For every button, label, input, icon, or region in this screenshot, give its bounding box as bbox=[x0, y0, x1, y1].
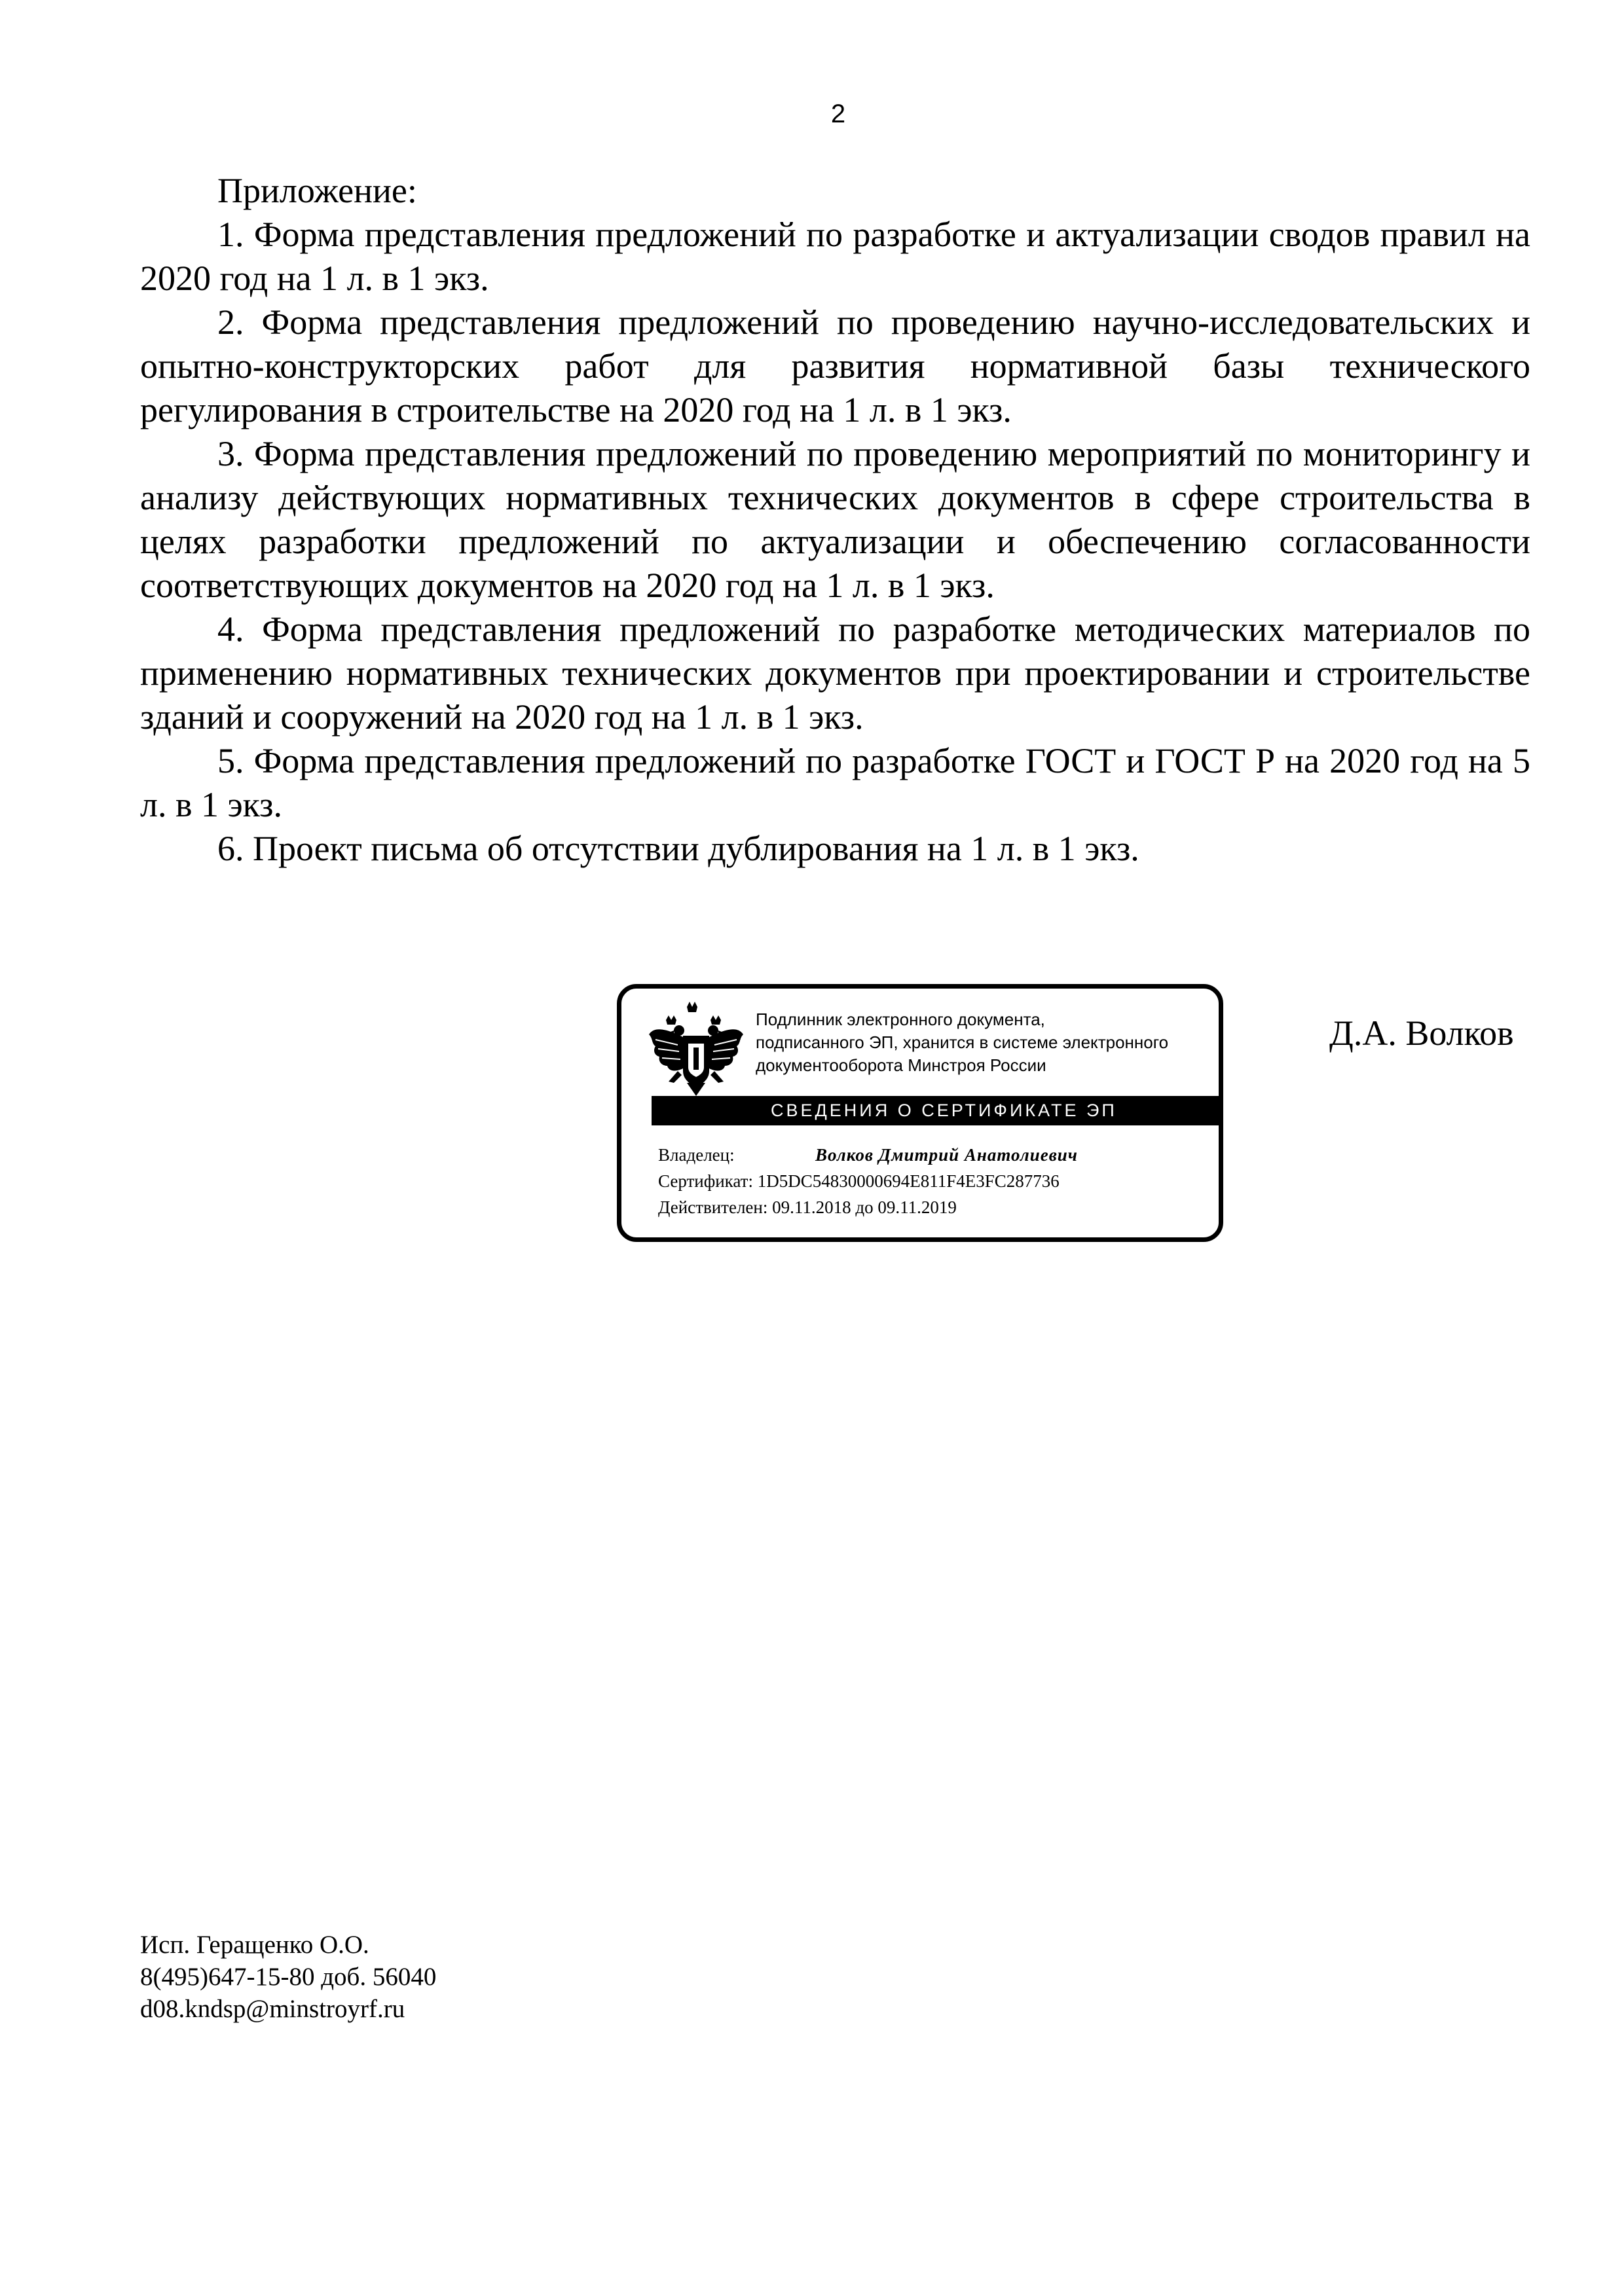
certificate-owner-label: Владелец: bbox=[658, 1145, 735, 1165]
annex-list bbox=[140, 169, 1530, 871]
stamp-note-line: подписанного ЭП, хранится в системе электронного bbox=[756, 1032, 1169, 1052]
annex-item: 1. Форма представления предложений по разработке и актуализации сводов правил на 2020 год на 1 л. в 1 экз. bbox=[140, 215, 1530, 298]
certificate-owner-value: Волков Дмитрий Анатолиевич bbox=[815, 1145, 1078, 1165]
annex-item: 3. Форма представления предложений по проведению мероприятий по мониторингу и анализу действующих нормативных технических документов в сфере строительства в целях разработки предложений по актуализации и обеспечению согласованности соответствующих документов на 2020 год на 1 л. в 1 экз. bbox=[140, 434, 1530, 605]
certificate-owner-row bbox=[658, 1143, 1078, 1167]
executor-phone: 8(495)647-15-80 доб. 56040 bbox=[140, 1963, 437, 1991]
annex-item: 5. Форма представления предложений по разработке ГОСТ и ГОСТ Р на 2020 год на 5 л. в 1 экз. bbox=[140, 741, 1530, 824]
page-number: 2 bbox=[830, 100, 846, 128]
certificate-info-band: СВЕДЕНИЯ О СЕРТИФИКАТЕ ЭП bbox=[652, 1096, 1220, 1125]
certificate-validity: Действителен: 09.11.2018 до 09.11.2019 bbox=[658, 1197, 957, 1217]
stamp-note-line: документооборота Минстроя России bbox=[756, 1055, 1046, 1075]
annex-item: 6. Проект письма об отсутствии дублирования на 1 л. в 1 экз. bbox=[217, 829, 1139, 868]
annex-item: 4. Форма представления предложений по разработке методических материалов по применению нормативных технических документов при проектировании и строительстве зданий и сооружений на 2020 год на 1 л. в 1 экз. bbox=[140, 610, 1530, 737]
executor-contacts bbox=[140, 1929, 436, 2025]
annex-heading: Приложение: bbox=[217, 171, 417, 210]
stamp-note-line: Подлинник электронного документа, bbox=[756, 1010, 1045, 1029]
annex-item: 2. Форма представления предложений по проведению научно-исследовательских и опытно-конструкторских работ для развития нормативной базы технического регулирования в строительстве на 2020 год на 1 л. в 1 экз. bbox=[140, 302, 1530, 429]
double-headed-eagle-emblem-icon bbox=[646, 998, 746, 1102]
certificate-number: Сертификат: 1D5DC54830000694E811F4E3FC287736 bbox=[658, 1171, 1060, 1191]
executor-name: Исп. Геращенко О.О. bbox=[140, 1931, 369, 1959]
stamp-note bbox=[756, 1008, 1214, 1077]
electronic-signature-stamp bbox=[617, 984, 1223, 1242]
executor-email: d08.kndsp@minstroyrf.ru bbox=[140, 1995, 405, 2023]
signatory-name: Д.А. Волков bbox=[1329, 1013, 1514, 1053]
